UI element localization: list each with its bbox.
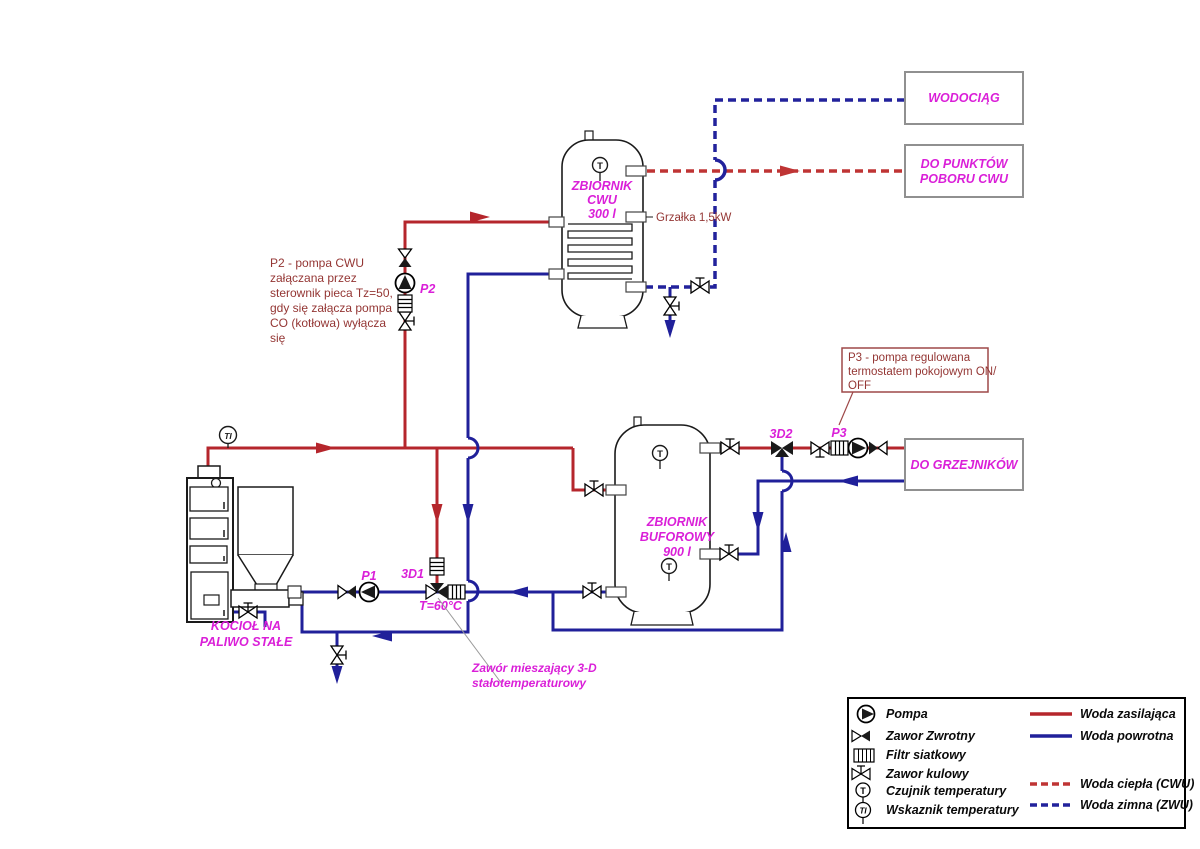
svg-text:T: T (657, 449, 663, 460)
p3-note-leader-line (839, 392, 853, 425)
buffer-port-return-out (606, 587, 626, 597)
buffer-port-top-out (700, 443, 720, 453)
cold-water-dashed-pipes (646, 100, 905, 287)
legend-item-label: Wskaznik temperatury (886, 803, 1019, 817)
temp-setpoint-label: T=60°C (419, 599, 462, 613)
mixing-valve-3d1-icon (426, 583, 448, 599)
cwu-tank-label-1: ZBIORNIK (571, 179, 633, 193)
valve-3d2-label: 3D2 (769, 427, 793, 441)
cwu-port-heater (626, 212, 646, 222)
legend-item-label: Filtr siatkowy (886, 748, 966, 762)
arrow-drain-down (332, 666, 343, 684)
buffer-port-return-in (700, 549, 720, 559)
boiler-label-1: KOCIOŁ NA (210, 619, 282, 633)
check-valve-icon-p1 (338, 586, 356, 599)
boiler-vent (212, 479, 221, 488)
fuel-hopper (238, 487, 293, 555)
ball-valve-icon-lower-drain (331, 646, 346, 664)
legend-line-label: Woda zimna (ZWU) (1080, 798, 1193, 812)
svg-text:załączana przez: załączana przez (270, 271, 357, 285)
pipe-coil-return (468, 274, 551, 438)
svg-text:termostatem pokojowym ON/: termostatem pokojowym ON/ (848, 366, 997, 378)
svg-text:T: T (860, 786, 866, 796)
buffer-tank-label-1: ZBIORNIK (646, 515, 708, 529)
svg-text:TI: TI (859, 806, 867, 816)
pipe-cold-main (715, 100, 905, 160)
pump-p1-icon (360, 583, 379, 602)
arrow-supply-right (316, 443, 336, 454)
pipe-radiator-return (738, 481, 905, 554)
do-punktow-box-label-1: DO PUNKTÓW (920, 157, 1008, 171)
arrow-coil-return-down (463, 504, 474, 524)
pump-p2-label: P2 (420, 282, 436, 296)
solid-fuel-boiler (187, 466, 303, 622)
three-way-valves (426, 441, 793, 599)
ball-valve-icon-cold-water (691, 278, 709, 293)
legend-item-label: Zawor kulowy (886, 767, 969, 781)
ball-valve-icon-p3-line (811, 442, 829, 457)
return-pipes (233, 274, 905, 668)
svg-text:Zawór mieszający 3-D: Zawór mieszający 3-D (472, 661, 597, 675)
strainer-filter-icon-3d1-branch (430, 558, 444, 575)
svg-text:T: T (666, 562, 672, 573)
boiler-label-2: PALIWO STAŁE (199, 635, 293, 649)
buffer-tank-label-3: 900 l (663, 545, 691, 559)
cwu-tank-label-3: 300 l (588, 207, 616, 221)
strainer-filter-icon-p2 (398, 295, 412, 312)
arrow-cwu-drain-down (665, 320, 676, 338)
boiler-door-handle (204, 595, 219, 605)
buffer-tank-base (631, 612, 693, 625)
p3-note (839, 348, 997, 425)
cwu-tank (549, 131, 732, 328)
svg-text:OFF: OFF (848, 380, 871, 392)
pump-p3-label: P3 (831, 426, 847, 440)
fuel-hopper-cone (238, 555, 293, 585)
pipe-cold-down (708, 180, 715, 287)
pipe-p2-riser (405, 222, 551, 448)
legend-line-label: Woda powrotna (1080, 729, 1174, 743)
legend-line-label: Woda zasilająca (1080, 707, 1176, 721)
svg-text:T: T (597, 161, 603, 172)
buffer-tank-label-2: BUFOROWY (639, 530, 715, 544)
do-grzejnikow-box-label: DO GRZEJNIKÓW (910, 458, 1018, 472)
boiler-door-1 (190, 487, 228, 511)
pipe-supply-to-buffer (573, 448, 606, 490)
cwu-port-coil-out (549, 269, 564, 279)
burner-auger (231, 590, 289, 607)
pump-p3-icon (849, 439, 868, 458)
svg-text:gdy się załącza pompa: gdy się załącza pompa (270, 301, 393, 315)
svg-text:się: się (270, 331, 286, 345)
legend-item-label: Pompa (886, 707, 928, 721)
arrow-radiator-return-left (838, 476, 858, 487)
ball-valve-icon-cwu-drain (664, 297, 679, 315)
legend-line-label: Woda ciepła (CWU) (1080, 777, 1195, 791)
check-valve-icon-p3 (869, 442, 887, 455)
pump-icon (858, 706, 875, 723)
mixing-valve-3d2-icon (771, 441, 793, 457)
cwu-port-hot-out (626, 166, 646, 176)
cwu-port-cold-in (626, 282, 646, 292)
do-punktow-box (905, 145, 1023, 197)
ball-valves (239, 278, 829, 664)
cwu-tank-label-2: CWU (587, 193, 617, 207)
strainer-filter-icon-p3 (831, 441, 848, 455)
cwu-tank-base (578, 316, 627, 328)
boiler-chimney (198, 466, 220, 478)
ball-valve-icon-buffer-return-in (720, 545, 738, 560)
ball-valve-icon-buffer-out (721, 439, 739, 454)
boiler-door-2 (190, 518, 228, 539)
ball-valve-icon-p2-line (399, 312, 414, 330)
arrow-main-return-left (508, 587, 528, 598)
check-valve-icon-p2 (399, 249, 412, 267)
cwu-port-coil-in (549, 217, 564, 227)
pump-p1-label: P1 (361, 569, 377, 583)
svg-text:P2 - pompa CWU: P2 - pompa CWU (270, 256, 365, 270)
svg-text:CO (kotłowa) wyłącza: CO (kotłowa) wyłącza (270, 316, 387, 330)
buffer-port-supply-in (606, 485, 626, 495)
valve-3d1-label: 3D1 (401, 567, 424, 581)
pipe-boiler-supply (208, 448, 573, 470)
ball-valve-icon-buffer-return-out (583, 583, 601, 598)
legend-item-label: Zawor Zwrotny (886, 729, 975, 743)
legend-item-label: Czujnik temperatury (886, 784, 1007, 798)
arrow-hot-dashed-right (780, 166, 800, 177)
strainer-filter-icon-return (448, 585, 465, 599)
temp-indicator-icon-boiler (220, 427, 237, 449)
do-punktow-box-label-2: POBORU CWU (919, 172, 1009, 186)
svg-text:P3 - pompa regulowana: P3 - pompa regulowana (848, 352, 971, 364)
arrow-3d1-down (432, 504, 443, 524)
svg-text:sterownik pieca Tz=50,: sterownik pieca Tz=50, (270, 286, 393, 300)
heater-label: Grzałka 1,5kW (656, 212, 732, 224)
boiler-door-3 (190, 546, 227, 563)
svg-text:stałotemperaturowy: stałotemperaturowy (472, 676, 587, 690)
legend (848, 698, 1194, 828)
pump-p2-icon (396, 274, 415, 293)
strainer-filter-icon (854, 749, 874, 762)
flow-boxes (905, 72, 1023, 490)
p2-note (270, 256, 393, 345)
wodociag-box-label: WODOCIĄG (928, 91, 1000, 105)
arrow-buffer-in-down (753, 512, 764, 532)
boiler-return-port (288, 586, 301, 598)
ball-valve-icon-buffer-supply (585, 481, 603, 496)
svg-text:TI: TI (224, 431, 232, 441)
